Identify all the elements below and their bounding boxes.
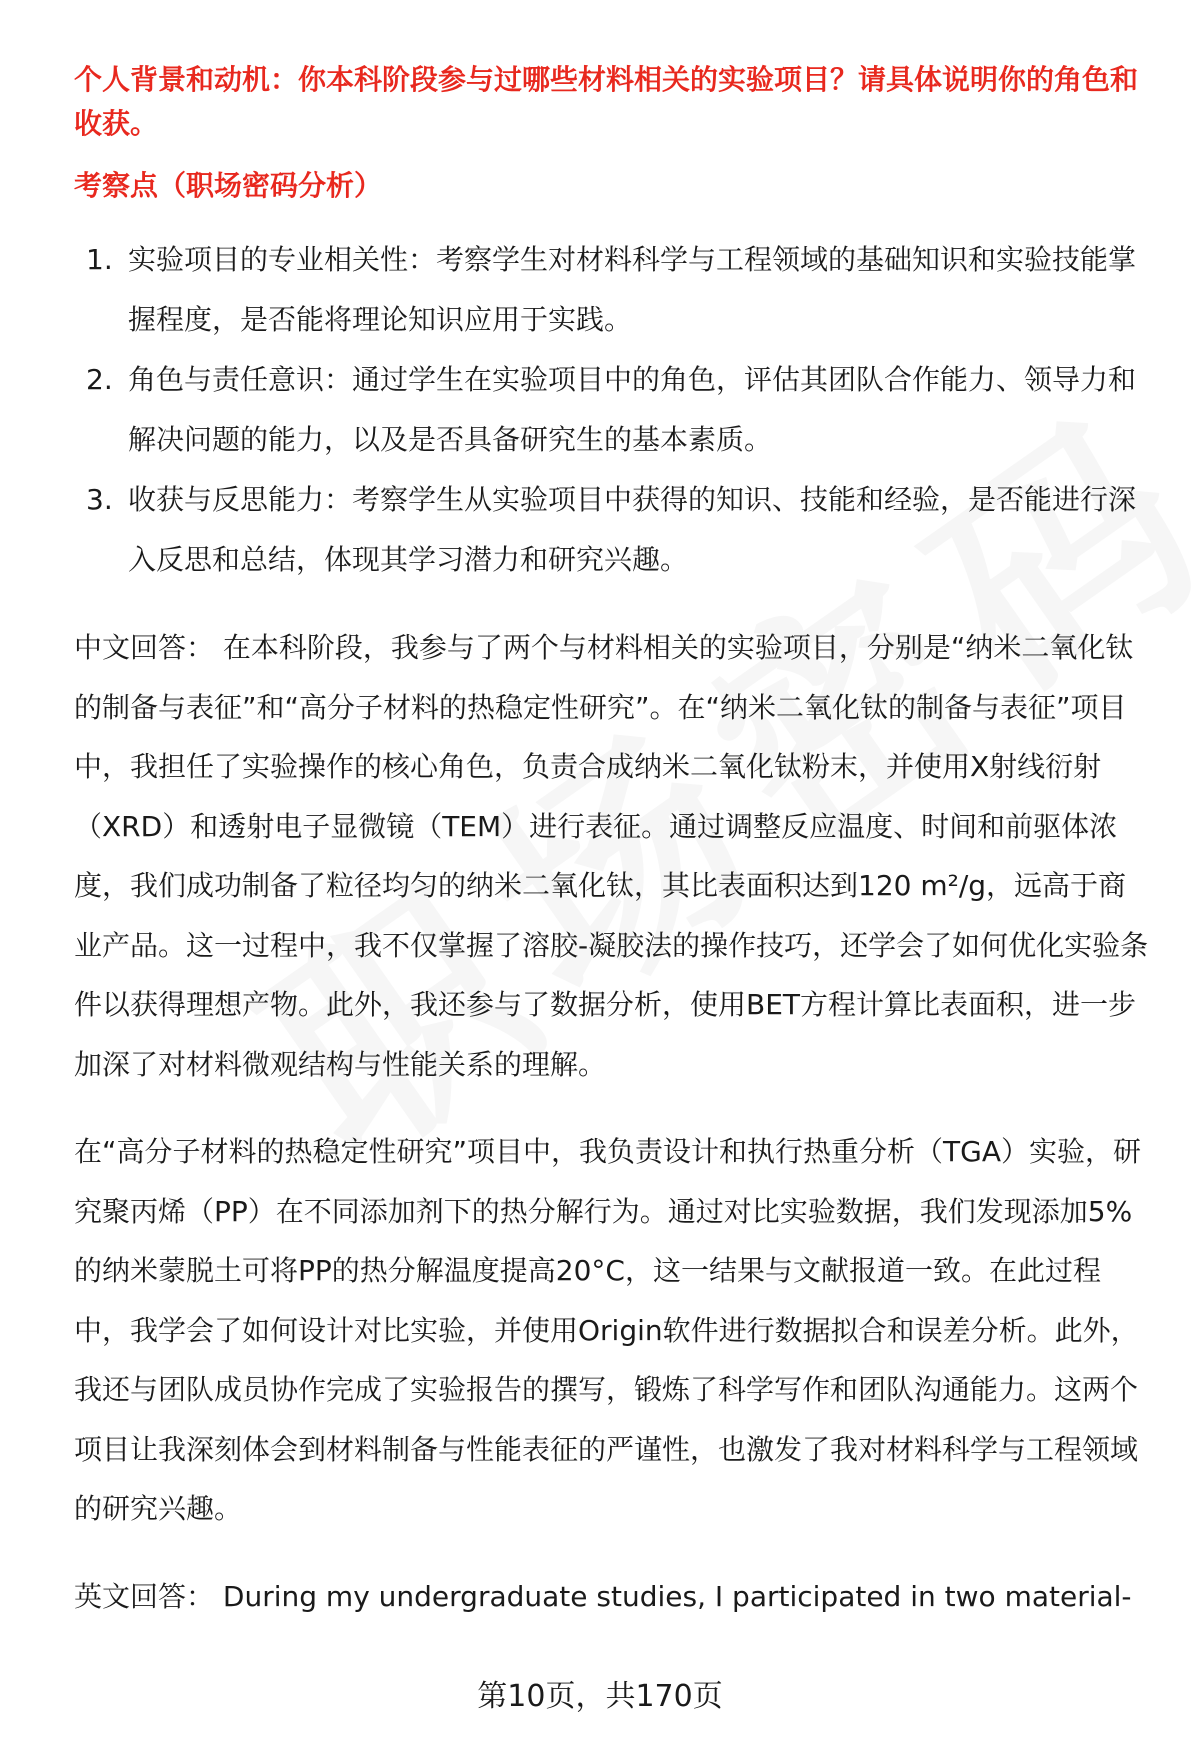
section-title: 考察点（职场密码分析） [74, 169, 383, 202]
list-item [74, 350, 1149, 470]
list-item-text: 角色与责任意识：通过学生在实验项目中的角色，评估其团队合作能力、领导力和解决问题的能力，以及是否具备研究生的基本素质。 [128, 363, 1137, 456]
chinese-answer-paragraph-2: 在“高分子材料的热稳定性研究”项目中，我负责设计和执行热重分析（TGA）实验，研究聚丙烯（PP）在不同添加剂下的热分解行为。通过对比实验数据，我们发现添加5%的纳米蒙脱土可将PP的热分解温度提高20°C，这一结果与文献报道一致。在此过程中，我学会了如何设计对比实验，并使用Origin软件进行数据拟合和误差分析。此外，我还与团队成员协作完成了实验报告的撰写，锻炼了科学写作和团队沟通能力。这两个项目让我深刻体会到材料制备与性能表征的严谨性，也激发了我对材料科学与工程领域的研究兴趣。 [74, 1135, 1141, 1525]
page-number-footer: 第10页，共170页 [477, 1679, 723, 1714]
list-item-number: 3. [86, 483, 113, 516]
question-heading: 个人背景和动机：你本科阶段参与过哪些材料相关的实验项目？请具体说明你的角色和收获。 [74, 63, 1139, 140]
list-item [74, 230, 1149, 350]
list-item-number: 1. [86, 243, 113, 276]
chinese-answer-paragraph-1: 中文回答： 在本科阶段，我参与了两个与材料相关的实验项目，分别是“纳米二氧化钛的制备与表征”和“高分子材料的热稳定性研究”。在“纳米二氧化钛的制备与表征”项目中，我担任了实验操作的核心角色，负责合成纳米二氧化钛粉末，并使用X射线衍射（XRD）和透射电子显微镜（TEM）进行表征。通过调整反应温度、时间和前驱体浓度，我们成功制备了粒径均匀的纳米二氧化钛，其比表面积达到120 m²/g，远高于商业产品。这一过程中，我不仅掌握了溶胶-凝胶法的操作技巧，还学会了如何优化实验条件以获得理想产物。此外，我还参与了数据分析，使用BET方程计算比表面积，进一步加深了对材料微观结构与性能关系的理解。 [74, 631, 1149, 1081]
assessment-points-list [74, 230, 1149, 590]
document-page [74, 58, 1149, 1626]
list-item [74, 470, 1149, 590]
list-item-text: 收获与反思能力：考察学生从实验项目中获得的知识、技能和经验，是否能进行深入反思和总结，体现其学习潜力和研究兴趣。 [128, 483, 1137, 576]
list-item-number: 2. [86, 363, 113, 396]
list-item-text: 实验项目的专业相关性：考察学生对材料科学与工程领域的基础知识和实验技能掌握程度，是否能将理论知识应用于实践。 [128, 243, 1137, 336]
english-answer-paragraph: 英文回答： During my undergraduate studies, I participated in two material- [74, 1579, 1132, 1613]
